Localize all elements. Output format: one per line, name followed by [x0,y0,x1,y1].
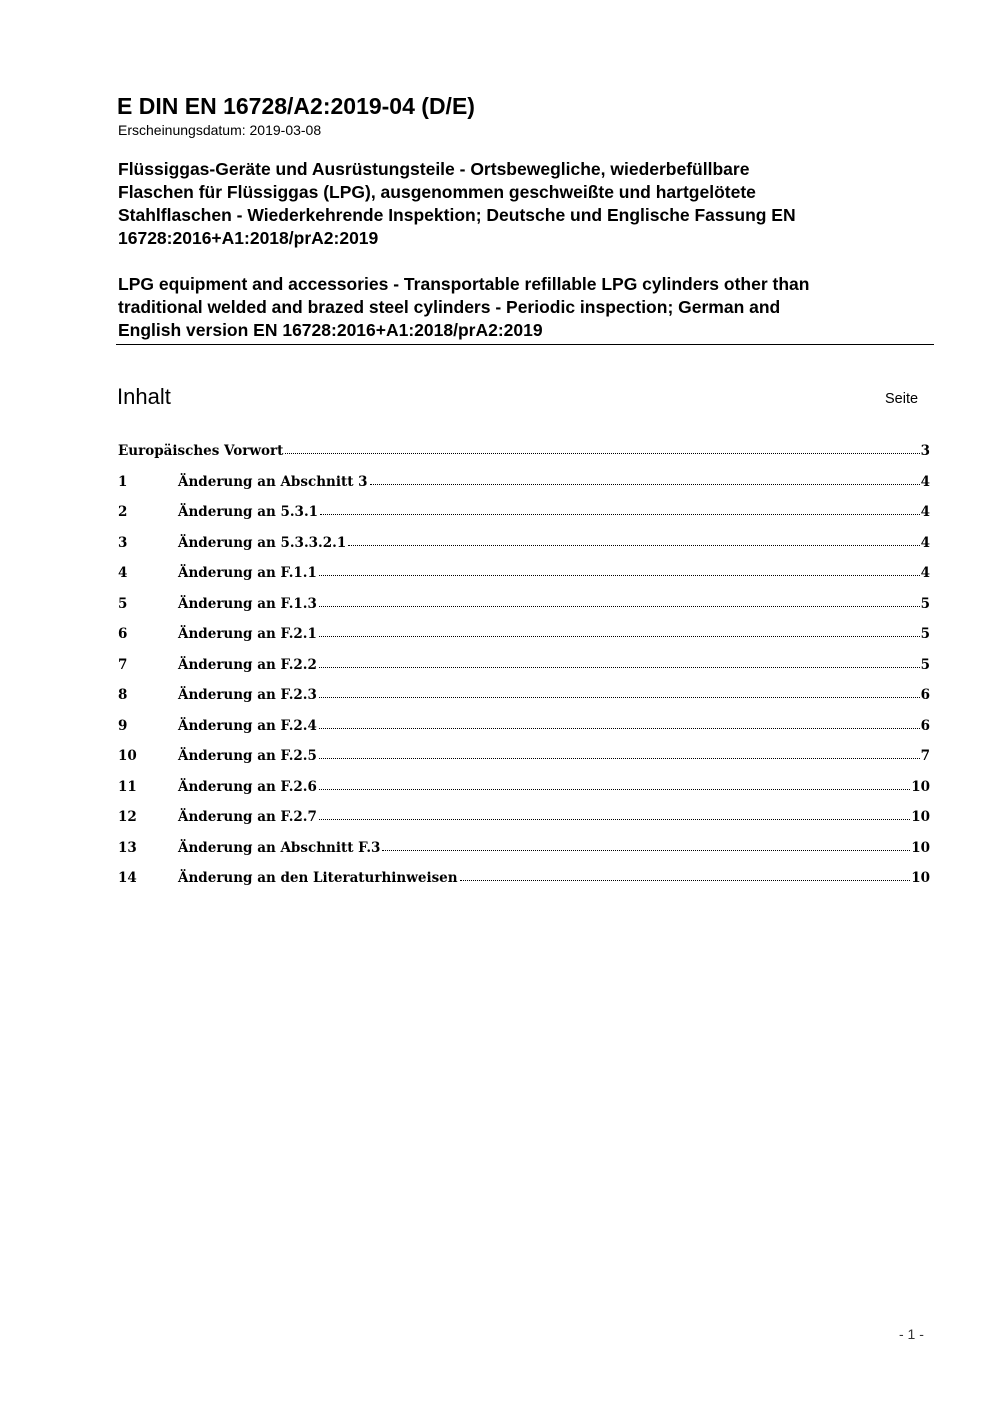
toc-entry-title[interactable]: Änderung an Abschnitt F.3 [178,839,381,856]
toc-entry-page[interactable]: 4 [920,565,930,581]
toc-entry-page[interactable]: 5 [920,595,930,612]
toc-dot-leader [319,666,920,668]
toc-dot-leader [319,818,910,820]
toc-entry[interactable] [118,806,930,837]
toc-entry-title[interactable]: Europäisches Vorwort [118,443,284,459]
toc-entry[interactable] [118,593,930,624]
title-english-line: LPG equipment and accessories - Transportable refillable LPG cylinders other than [118,274,810,294]
toc-dot-leader [319,788,910,790]
toc-entry-title[interactable]: Änderung an F.2.1 [178,626,317,642]
title-german-line: Flüssiggas-Geräte und Ausrüstungsteile - Ortsbewegliche, wiederbefüllbare [118,159,750,179]
toc-entry-number: 7 [118,656,128,673]
toc-entry[interactable] [118,440,930,471]
toc-entry-page[interactable]: 10 [911,839,930,856]
toc-dot-leader [319,574,920,576]
toc-entry-title[interactable]: Änderung an F.2.7 [178,809,317,825]
toc-dot-leader [382,849,910,851]
title-german [118,158,918,250]
toc-entry-page[interactable]: 4 [920,504,930,520]
toc-page-column-label: Seite [885,391,919,407]
toc-entry-page[interactable]: 7 [920,748,930,764]
toc-entry-title[interactable]: Änderung an F.1.1 [178,565,317,581]
toc-entry-page[interactable]: 3 [920,443,930,459]
toc-entry[interactable] [118,654,930,685]
toc-entry[interactable] [118,684,930,715]
toc-entry-number: 6 [118,626,128,642]
toc-entry-number: 1 [118,473,128,490]
toc-entry[interactable] [118,776,930,807]
toc-entry-page[interactable]: 10 [911,778,930,795]
toc-entry[interactable] [118,745,930,776]
document-id: E DIN EN 16728/A2:2019-04 (D/E) [117,93,475,119]
toc-entry-title[interactable]: Änderung an F.2.3 [178,687,317,703]
toc-entry-title[interactable]: Änderung an F.2.4 [178,717,317,734]
toc-dot-leader [285,452,919,454]
toc-entry-page[interactable]: 5 [920,626,930,642]
toc-entry-number: 4 [118,565,128,581]
toc-heading: Inhalt [117,384,171,409]
header-divider [116,344,934,345]
toc-entry[interactable] [118,532,930,563]
toc-entry-number: 9 [118,717,128,734]
title-german-line: Flaschen für Flüssiggas (LPG), ausgenommen geschweißte und hartgelötete [118,182,756,202]
toc-dot-leader [370,483,920,485]
toc-entry-page[interactable]: 4 [920,473,930,490]
toc-entry-number: 5 [118,595,128,612]
toc-entry-number: 2 [118,504,128,520]
toc-entry-number: 8 [118,687,128,703]
toc-entry-title[interactable]: Änderung an den Literaturhinweisen [178,870,458,886]
toc-dot-leader [319,727,920,729]
title-german-line: 16728:2016+A1:2018/prA2:2019 [118,228,379,248]
toc-entry-title[interactable]: Änderung an 5.3.3.2.1 [178,534,347,551]
toc-entry[interactable] [118,471,930,502]
toc-entry-page[interactable]: 10 [911,870,930,886]
toc-entry[interactable] [118,501,930,532]
title-german-line: Stahlflaschen - Wiederkehrende Inspektion; Deutsche und Englische Fassung EN [118,205,796,225]
table-of-contents [118,440,930,898]
title-english-line: English version EN 16728:2016+A1:2018/prA2:2019 [118,320,543,340]
toc-entry-page[interactable]: 10 [911,809,930,825]
toc-entry-page[interactable]: 5 [920,656,930,673]
toc-dot-leader [319,635,920,637]
publication-date: Erscheinungsdatum: 2019-03-08 [118,122,322,138]
toc-entry[interactable] [118,715,930,746]
title-english [118,273,918,342]
title-english-line: traditional welded and brazed steel cylinders - Periodic inspection; German and [118,297,781,317]
toc-entry-number: 13 [118,839,137,856]
toc-entry-number: 11 [118,778,137,795]
toc-entry[interactable] [118,623,930,654]
toc-entry-title[interactable]: Änderung an F.2.6 [178,778,317,795]
toc-dot-leader [319,605,920,607]
toc-entry-page[interactable]: 4 [920,534,930,551]
toc-dot-leader [319,757,920,759]
toc-entry-title[interactable]: Änderung an F.1.3 [178,595,317,612]
page-number: - 1 - [899,1326,924,1342]
toc-entry-number: 10 [118,748,137,764]
toc-entry-number: 14 [118,870,137,886]
toc-dot-leader [320,513,920,515]
toc-entry-page[interactable]: 6 [920,717,930,734]
toc-dot-leader [348,544,919,546]
toc-entry-title[interactable]: Änderung an Abschnitt 3 [178,473,368,490]
toc-entry-title[interactable]: Änderung an 5.3.1 [178,504,319,520]
toc-entry-title[interactable]: Änderung an F.2.2 [178,656,317,673]
toc-entry-page[interactable]: 6 [920,687,930,703]
toc-entry-number: 3 [118,534,128,551]
toc-dot-leader [460,879,911,881]
toc-entry-title[interactable]: Änderung an F.2.5 [178,748,317,764]
toc-entry[interactable] [118,562,930,593]
toc-dot-leader [319,696,920,698]
toc-entry[interactable] [118,867,930,898]
toc-entry[interactable] [118,837,930,868]
toc-entry-number: 12 [118,809,137,825]
